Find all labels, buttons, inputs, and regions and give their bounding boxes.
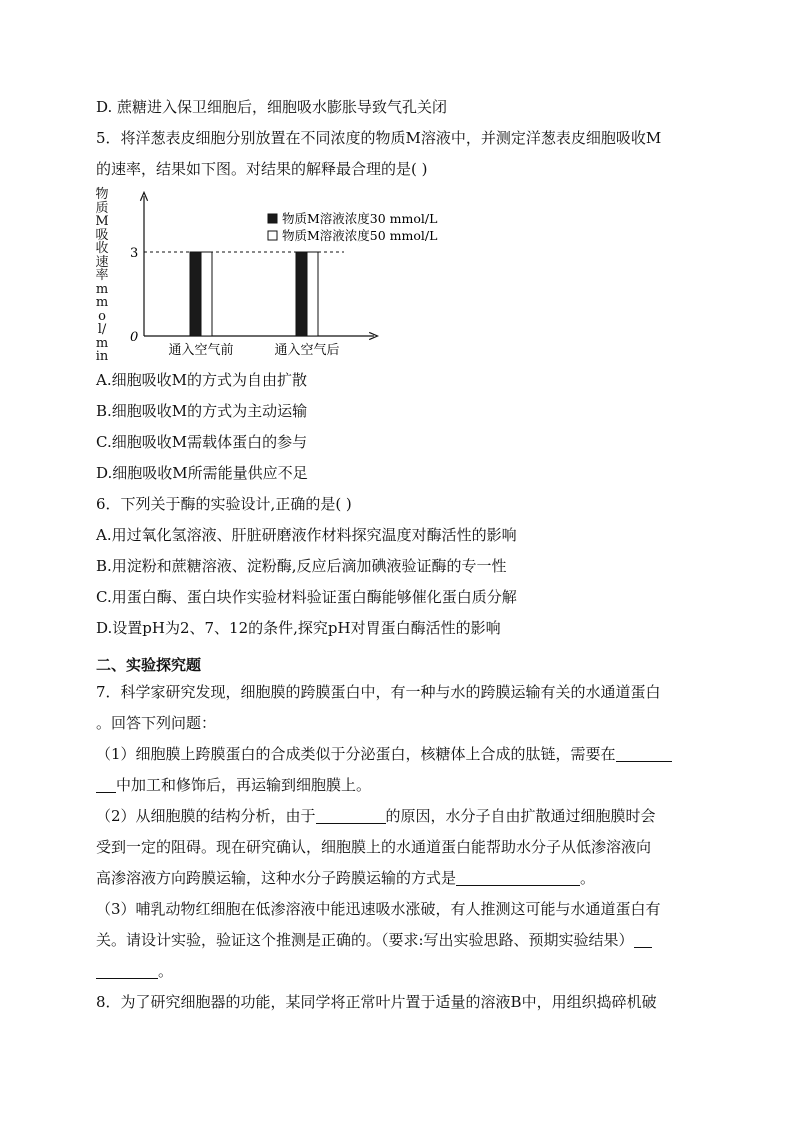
legend-label-2: 物质M溶液浓度50 mmol/L	[282, 228, 438, 243]
bar-1-series-1	[190, 252, 201, 336]
q5-chart	[92, 186, 438, 364]
answer-blank-1a	[616, 745, 672, 762]
q6-option-c: C.用蛋白酶、蛋白块作实验材料验证蛋白酶能够催化蛋白质分解	[96, 588, 517, 606]
q5-chart-svg	[92, 186, 438, 362]
bar-2-series-2	[307, 252, 318, 336]
legend-swatch-1	[268, 214, 277, 223]
q6-option-a: A.用过氧化氢溶液、肝脏研磨液作材料探究温度对酶活性的影响	[96, 526, 517, 544]
q7-part3-line3	[96, 960, 173, 982]
q7-part1-line1	[96, 743, 672, 765]
q7-part1-text-a: （1）细胞膜上跨膜蛋白的合成类似于分泌蛋白，核糖体上合成的肽链，需要在	[96, 745, 616, 763]
q7-part2-text-c-end: 。	[580, 869, 596, 887]
legend-swatch-2	[268, 231, 277, 240]
q7-part2-text-a1: （2）从细胞膜的结构分析，由于	[96, 807, 316, 825]
q5-option-d: D.细胞吸收M所需能量供应不足	[96, 464, 308, 482]
q8-line1: 8．为了研究细胞器的功能，某同学将正常叶片置于适量的溶液B中，用组织捣碎机破	[96, 993, 657, 1011]
q7-part2-line2: 受到一定的阻碍。现在研究确认，细胞膜上的水通道蛋白能帮助水分子从低渗溶液向	[96, 838, 652, 856]
q5-stem-line2: 的速率，结果如下图。对结果的解释最合理的是( )	[96, 160, 428, 178]
q7-part3-line2	[96, 929, 652, 951]
q6-option-b: B.用淀粉和蔗糖溶液、淀粉酶,反应后滴加碘液验证酶的专一性	[96, 557, 507, 575]
q7-part2-text-a2: 的原因，水分子自由扩散通过细胞膜时会	[385, 807, 656, 825]
bar-2-series-1	[296, 252, 307, 336]
q7-part1-line2	[96, 774, 371, 796]
q7-part1-text-b: 中加工和修饰后，再运输到细胞膜上。	[116, 776, 372, 794]
q5-option-c: C.细胞吸收M需载体蛋白的参与	[96, 433, 308, 451]
answer-blank-2	[316, 807, 386, 824]
q5-option-a: A.细胞吸收M的方式为自由扩散	[96, 371, 307, 389]
q7-part3-text-b: 关。请设计实验，验证这个推测是正确的。（要求:写出实验思路、预期实验结果）	[96, 931, 634, 949]
bar-1-series-2	[201, 252, 212, 336]
q7-line2: 。回答下列问题：	[96, 714, 217, 732]
x-category-label: 通入空气前	[168, 343, 234, 358]
answer-blank-4a	[634, 931, 652, 948]
y-tick-label-0: 0	[130, 330, 139, 345]
q7-part2-line1	[96, 805, 656, 827]
answer-blank-1b	[96, 776, 116, 793]
y-tick-label-3: 3	[130, 246, 139, 261]
q4-option-d: D. 蔗糖进入保卫细胞后，细胞吸水膨胀导致气孔关闭	[96, 98, 448, 116]
x-category-label: 通入空气后	[274, 343, 340, 358]
q5-stem-line1: 5．将洋葱表皮细胞分别放置在不同浓度的物质M溶液中，并测定洋葱表皮细胞吸收M	[96, 129, 662, 147]
chart-y-axis-label: 物质M吸收速率mmol/min	[95, 187, 109, 364]
answer-blank-3	[456, 869, 580, 886]
q6-stem: 6．下列关于酶的实验设计,正确的是( )	[96, 495, 352, 513]
answer-blank-4b	[96, 962, 158, 979]
q7-part3-text-c-end: 。	[158, 962, 174, 980]
q7-part2-text-c: 高渗溶液方向跨膜运输，这种水分子跨膜运输的方式是	[96, 869, 457, 887]
q7-part2-line3	[96, 867, 595, 889]
q6-option-d: D.设置pH为2、7、12的条件,探究pH对胃蛋白酶活性的影响	[96, 619, 501, 637]
q5-option-b: B.细胞吸收M的方式为主动运输	[96, 402, 308, 420]
legend-label-1: 物质M溶液浓度30 mmol/L	[282, 211, 438, 226]
q7-part3-line1: （3）哺乳动物红细胞在低渗溶液中能迅速吸水涨破，有人推测这可能与水通道蛋白有	[96, 900, 661, 918]
q7-line1: 7．科学家研究发现，细胞膜的跨膜蛋白中，有一种与水的跨膜运输有关的水通道蛋白	[96, 683, 661, 701]
section-heading: 二、实验探究题	[96, 656, 202, 674]
